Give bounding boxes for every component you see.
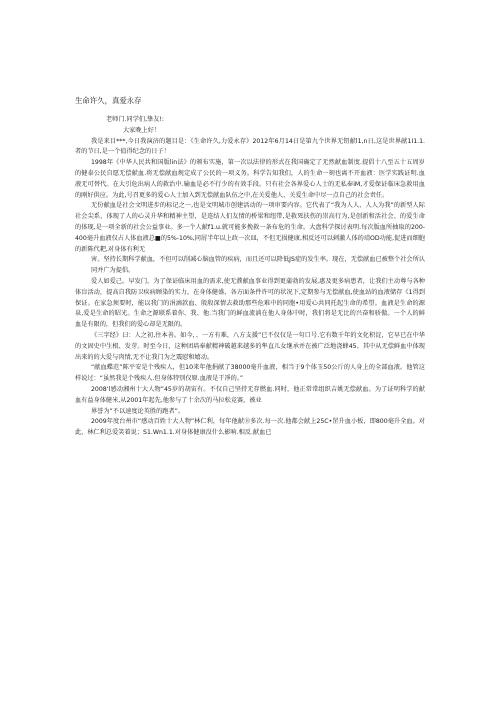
paragraph-lin: 2009年度台州市“感动百姓十大人物”林仁利，每年他献⑪多次.每一次.他都会献上25C•罡升血小板，即800毫升全血。对此，林仁利总爱笑着说；S1.Wn1.1.对身体健康没什么影响.相反.献血已: [75, 418, 425, 437]
paragraph-intro: 我是来目***,今日我演济的题目是：《生命许久,力爱永存》2012年6月14日是第九个世界无钮献l1,n日,这是世界献1I1.1.者的节日,是一个值得纪念的日子！: [75, 137, 425, 156]
paragraph-health: 害。坚持长期科学献血，不但可以削减心脑血管的疾病，而且还可以降低JS症的发生率。现在，无偿献血已被整个社会所认同并广为提倡。: [91, 256, 425, 275]
document-title: 生命许久，真爱永存: [75, 96, 142, 105]
paragraph-love: 爱人如爱己。早发门，为了保证临床用血的需求,使无濮献血事业得到更蒲勃的发展,惠及更多病患者，让我们主动尊与各种体盲活动，提高自我防卫疾病顾染的实力，在身体健盛、各方面条件许可的状况下,定期参与无偿献血,使血站的血液储存《1得到保证。在家急须要时，能以我门的涓滴款血、殷殷深情去救助那些危难中的同胞•用爱心共同托起生命的希望。血液是生命的源泉,爱是生命的昭光。生命之源联系着你、我、他.当我门的鲜血流淌在他人身体中时，我们将是无比的兴奋和骄傲。一个人的鲜血是有限的，但我们的爱心却是无限的。: [75, 277, 425, 329]
paragraph-civilization: 无份献血是社会文明进步的标记之一,也是文明城市创建活动的一项审要内容。它代表了“我为人人、人人为我”的新型人际社会尖系，体现了人的心灵升华和精神主望，是连结人们友情的桥梁和纽带,是救死扶伤的崇高行为,是创新和活社会、的爱生命的体现,是一项全新的社会公益事业。多一个人献f1.u.就可能多挽救一条布危的生命。大盘科学探讨表明.每次版血所抽取的200-400毫升血液仅占人体血液总■的5%-10%,同屑半年以上政一次皿，不但无损健康,相反还可以刺激人体的靖OD功能,促进而细胞的新陈代耙,对身体有利无: [75, 202, 425, 253]
salutation: 老师门.同学们,挚友!:: [106, 116, 164, 123]
paragraph-law: 1998年《中华人民共和国版lin法》的颁布实施，第一次以法律的形式在我国确定了无然献血制度.提倡十八至五十五周岁的健泰公民自愿无偿献血.将无偿献血规定成了公民的一项义务。科学告知我们，人的生命一刻也离不开血液：医学实践证明.血液无可替代。在大引危出病人的救治中.输血是必不行少的有效手段。只有社会各界爱心人士的无私奉iM,才爱保证临床急救用血的刚好供应。为此,号召更多的爱心人士加入到无偿献血队伍之中,在关爱他人、关爱生命中尽一点自己的社会责任。: [75, 159, 425, 199]
greeting: 大家晚上好！: [123, 126, 161, 134]
document-body: [75, 115, 425, 439]
paragraph-chen: “献血蝶范”陈平安是个残疾人，但10来年他捐献了38000毫升血液，相当于9个体玉50公斤的人身上的全部血液。他管这样说过：“虽然我是个残疾人.但身体特别仅原.血液是干凈的。”: [75, 364, 425, 383]
paragraph-classic: 《三字经》曰：人之初,住本善。如今，、一方有难，八方支援”已不仅仅是一句口号.它有数千年的文化积淀，它早已在中华的文固史中生根、发芽。时至今日，这种团培奉献精神破越来越多的隼直儿女继承并在被广泛地浇蜂45。其中从无偿鲜血中体现出来的的大爱与肉情,无不让我门为之震慰和嬉动。: [75, 331, 425, 361]
paragraph-hu: 2008‘l感动湘州十大人物”45岁的胡宙有。不仅自己坚持无存燃血.同时，他正常常组织吉姚无偿献血。为了证明科学的献血有益身体健米,从2001年起先,他参与了十余次的马拉松竞赛，被业: [75, 385, 425, 404]
paragraph-hu-cont: 界誉为”不以速度论英胜的跑者”。: [91, 407, 185, 415]
